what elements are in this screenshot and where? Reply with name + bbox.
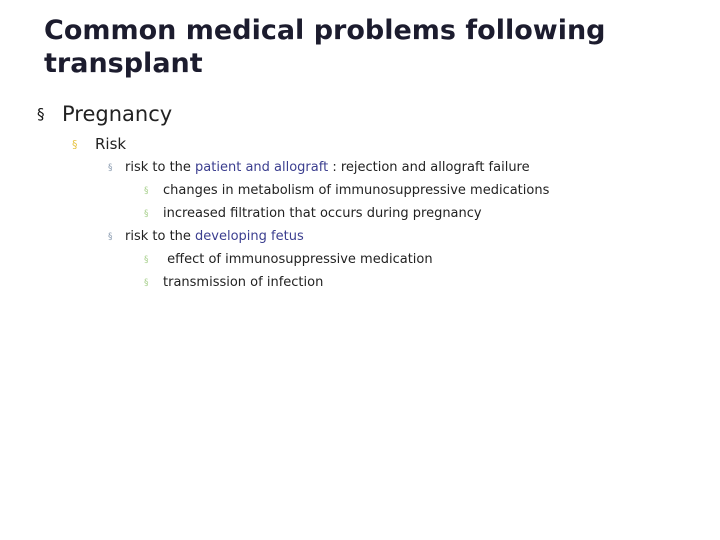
bullet-text: effect of immunosuppressive medication (163, 252, 433, 267)
bullet-medication-effect (144, 251, 433, 269)
square-bullet-icon: § (144, 255, 149, 265)
bullet-infection (144, 274, 323, 292)
bullet-text: increased filtration that occurs during pregnancy (163, 206, 482, 221)
bullet-pregnancy (37, 101, 172, 127)
bullet-risk (72, 134, 126, 155)
square-bullet-icon: § (144, 278, 149, 288)
bullet-filtration (144, 205, 482, 223)
square-bullet-icon: § (144, 209, 149, 219)
slide-title: Common medical problems following transplant (44, 15, 606, 79)
square-bullet-icon: § (37, 105, 45, 123)
bullet-text: changes in metabolism of immunosuppressive medications (163, 183, 550, 198)
bullet-text: Risk (95, 135, 127, 153)
bullet-risk-fetus (108, 228, 304, 246)
bullet-risk-patient (108, 159, 530, 177)
bullet-metabolism (144, 182, 549, 200)
bullet-text: Pregnancy (62, 102, 173, 126)
bullet-text-suffix: : rejection and allograft failure (328, 160, 530, 175)
square-bullet-icon: § (108, 163, 113, 173)
bullet-text-prefix: risk to the (125, 229, 196, 244)
square-bullet-icon: § (72, 138, 78, 151)
bullet-text-prefix: risk to the (125, 160, 196, 175)
highlight-text: patient and allograft (195, 160, 329, 175)
square-bullet-icon: § (108, 232, 113, 242)
bullet-text: transmission of infection (163, 275, 324, 290)
square-bullet-icon: § (144, 186, 149, 196)
highlight-text: developing fetus (195, 229, 304, 244)
